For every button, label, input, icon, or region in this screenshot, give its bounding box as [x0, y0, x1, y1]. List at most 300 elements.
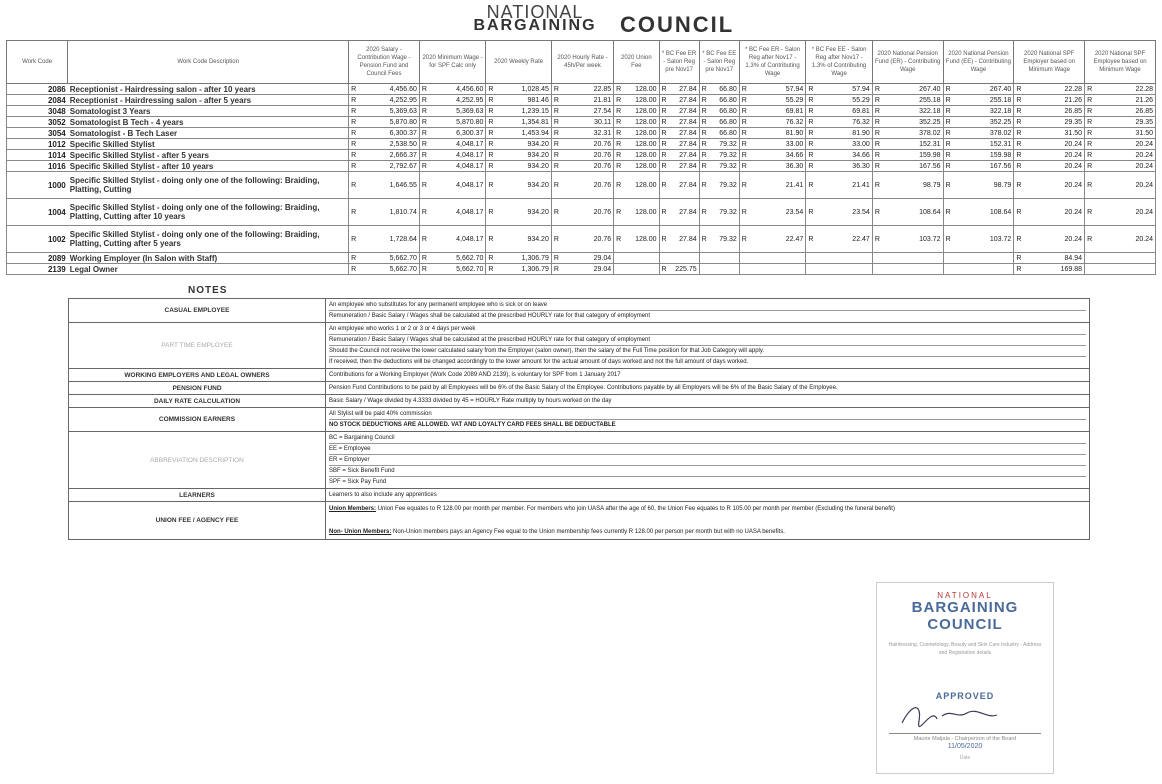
value-cell	[1096, 264, 1155, 275]
value-cell	[817, 264, 872, 275]
value-cell: 22.28	[1025, 84, 1084, 95]
currency-cell: R	[943, 139, 955, 150]
value-cell: 128.00	[625, 95, 659, 106]
value-cell: 84.94	[1025, 253, 1084, 264]
currency-cell: R	[699, 150, 711, 161]
value-cell: 31.50	[1096, 128, 1155, 139]
value-cell: 26.85	[1025, 106, 1084, 117]
currency-cell: R	[659, 84, 671, 95]
description-cell: Specific Skilled Stylist - doing only one of the following: Braiding, Platting, Cutting	[68, 172, 349, 199]
work-code-cell: 1002	[7, 226, 68, 253]
value-cell: 98.79	[884, 172, 943, 199]
currency-cell: R	[349, 199, 361, 226]
currency-cell: R	[419, 172, 431, 199]
description-cell: Somatologist 3 Years	[68, 106, 349, 117]
notes-label: COMMISSION EARNERS	[69, 408, 326, 432]
value-cell: 2,666.37	[360, 150, 419, 161]
value-cell: 29.04	[563, 264, 614, 275]
notes-row	[69, 432, 1090, 489]
currency-cell: R	[739, 95, 751, 106]
currency-cell: R	[872, 226, 884, 253]
currency-cell: R	[419, 199, 431, 226]
currency-cell	[943, 253, 955, 264]
currency-cell: R	[1014, 117, 1026, 128]
value-cell: 57.94	[751, 84, 806, 95]
currency-cell: R	[739, 172, 751, 199]
value-cell: 255.18	[955, 95, 1014, 106]
value-cell: 79.32	[711, 226, 740, 253]
value-cell: 22.85	[563, 84, 614, 95]
header-bc-fee-ee-after: * BC Fee EE - Salon Reg after Nov17 - 1.3% of Contributing Wage	[806, 41, 873, 84]
work-code-cell: 3054	[7, 128, 68, 139]
currency-cell: R	[419, 84, 431, 95]
value-cell: 34.66	[817, 150, 872, 161]
currency-cell: R	[614, 95, 626, 106]
value-cell: 22.28	[1096, 84, 1155, 95]
value-cell: 255.18	[884, 95, 943, 106]
currency-cell: R	[943, 161, 955, 172]
value-cell: 4,048.17	[431, 150, 486, 161]
currency-cell: R	[1014, 161, 1026, 172]
currency-cell: R	[419, 264, 431, 275]
notes-label: WORKING EMPLOYERS AND LEGAL OWNERS	[69, 369, 326, 382]
value-cell: 6,300.37	[360, 128, 419, 139]
value-cell: 20.24	[1025, 172, 1084, 199]
currency-cell: R	[419, 161, 431, 172]
value-cell: 27.84	[671, 84, 700, 95]
currency-cell: R	[551, 95, 563, 106]
notes-label: ABBREVIATION DESCRIPTION	[69, 432, 326, 489]
currency-cell: R	[614, 226, 626, 253]
stamp-council-name: BARGAINING COUNCIL	[911, 599, 1019, 633]
currency-cell: R	[806, 117, 818, 128]
table-row	[7, 172, 1156, 199]
currency-cell	[739, 253, 751, 264]
value-cell: 5,870.80	[360, 117, 419, 128]
currency-cell: R	[1085, 128, 1097, 139]
value-cell: 267.40	[955, 84, 1014, 95]
value-cell: 66.80	[711, 95, 740, 106]
value-cell: 267.40	[884, 84, 943, 95]
description-cell: Receptionist - Hairdressing salon - after 5 years	[68, 95, 349, 106]
notes-row	[69, 323, 1090, 369]
currency-cell: R	[551, 253, 563, 264]
notes-line: If received, then the deductions will be changed accordingly to the lower amount for the actual amount of days worked and not the full amount of days worked.	[329, 359, 749, 365]
value-cell: 36.30	[751, 161, 806, 172]
currency-cell: R	[659, 172, 671, 199]
currency-cell: R	[943, 226, 955, 253]
value-cell: 32.31	[563, 128, 614, 139]
value-cell: 20.24	[1096, 161, 1155, 172]
value-cell: 378.02	[955, 128, 1014, 139]
currency-cell: R	[551, 106, 563, 117]
currency-cell	[872, 253, 884, 264]
value-cell: 4,048.17	[431, 139, 486, 150]
notes-label: PENSION FUND	[69, 382, 326, 395]
notes-row	[69, 299, 1090, 323]
currency-cell: R	[486, 139, 498, 150]
notes-line: An employee who substitutes for any permanent employee who is sick or on leave	[329, 300, 1086, 311]
value-cell: 23.54	[817, 199, 872, 226]
currency-cell: R	[349, 172, 361, 199]
currency-cell: R	[806, 161, 818, 172]
currency-cell: R	[614, 84, 626, 95]
value-cell: 79.32	[711, 199, 740, 226]
notes-label: PART TIME EMPLOYEE	[69, 323, 326, 369]
currency-cell: R	[1085, 139, 1097, 150]
currency-cell: R	[872, 199, 884, 226]
value-cell: 4,048.17	[431, 172, 486, 199]
currency-cell: R	[1014, 199, 1026, 226]
value-cell: 20.24	[1025, 150, 1084, 161]
value-cell: 934.20	[498, 199, 552, 226]
value-cell: 1,453.94	[498, 128, 552, 139]
table-row	[7, 199, 1156, 226]
header-pension-ee: 2020 National Pension Fund (EE) - Contributing Wage	[943, 41, 1014, 84]
currency-cell: R	[872, 117, 884, 128]
notes-row-union-fee	[69, 502, 1090, 540]
currency-cell: R	[1085, 106, 1097, 117]
currency-cell: R	[551, 128, 563, 139]
description-cell: Specific Skilled Stylist - doing only one of the following: Braiding, Platting, Cutting after 10 years	[68, 199, 349, 226]
value-cell: 1,306.79	[498, 253, 552, 264]
currency-cell: R	[739, 161, 751, 172]
value-cell: 20.24	[1096, 172, 1155, 199]
approval-stamp	[876, 582, 1054, 774]
header-bc-fee-er-after: * BC Fee ER - Salon Reg after Nov17 - 1.3% of Contributing Wage	[739, 41, 806, 84]
value-cell: 27.84	[671, 161, 700, 172]
currency-cell: R	[659, 128, 671, 139]
header-bc-fee-ee-pre: * BC Fee EE - Salon Reg pre Nov17	[699, 41, 739, 84]
notes-title: NOTES	[188, 285, 228, 296]
stamp-approved: APPROVED	[935, 691, 995, 701]
currency-cell: R	[486, 117, 498, 128]
currency-cell: R	[943, 95, 955, 106]
stamp-date-label: Date	[959, 755, 971, 761]
value-cell: 57.94	[817, 84, 872, 95]
value-cell	[955, 253, 1014, 264]
value-cell: 981.46	[498, 95, 552, 106]
value-cell	[817, 253, 872, 264]
value-cell: 4,456.60	[360, 84, 419, 95]
currency-cell: R	[943, 106, 955, 117]
value-cell: 22.47	[817, 226, 872, 253]
work-code-cell: 2084	[7, 95, 68, 106]
value-cell: 128.00	[625, 139, 659, 150]
currency-cell: R	[349, 161, 361, 172]
value-cell: 5,662.70	[360, 253, 419, 264]
value-cell: 69.81	[751, 106, 806, 117]
value-cell: 1,028.45	[498, 84, 552, 95]
notes-line: Learners to also include any apprentices	[329, 492, 437, 498]
currency-cell: R	[349, 84, 361, 95]
currency-cell: R	[419, 128, 431, 139]
value-cell: 30.11	[563, 117, 614, 128]
description-cell: Receptionist - Hairdressing salon - after 10 years	[68, 84, 349, 95]
value-cell: 4,252.95	[360, 95, 419, 106]
value-cell: 5,369.63	[360, 106, 419, 117]
value-cell: 352.25	[955, 117, 1014, 128]
currency-cell: R	[1085, 84, 1097, 95]
value-cell: 81.90	[751, 128, 806, 139]
header-logo	[455, 2, 755, 37]
notes-content	[326, 382, 1090, 395]
value-cell: 128.00	[625, 226, 659, 253]
value-cell: 66.80	[711, 117, 740, 128]
value-cell: 29.35	[1096, 117, 1155, 128]
value-cell: 36.30	[817, 161, 872, 172]
value-cell: 69.81	[817, 106, 872, 117]
currency-cell: R	[739, 117, 751, 128]
currency-cell: R	[614, 150, 626, 161]
currency-cell: R	[1014, 150, 1026, 161]
header-minimum-wage: 2020 Minimum Wage - for SPF Calc only	[419, 41, 486, 84]
currency-cell: R	[806, 226, 818, 253]
description-cell: Specific Skilled Stylist - after 5 years	[68, 150, 349, 161]
wage-rates-table	[6, 40, 1156, 275]
work-code-cell: 1012	[7, 139, 68, 150]
value-cell: 128.00	[625, 199, 659, 226]
value-cell: 20.24	[1025, 199, 1084, 226]
currency-cell: R	[349, 226, 361, 253]
currency-cell: R	[943, 150, 955, 161]
logo-line-national: NATIONAL	[486, 2, 584, 22]
currency-cell: R	[659, 106, 671, 117]
value-cell: 98.79	[955, 172, 1014, 199]
value-cell: 76.32	[817, 117, 872, 128]
value-cell: 128.00	[625, 161, 659, 172]
currency-cell: R	[699, 226, 711, 253]
value-cell: 20.76	[563, 226, 614, 253]
currency-cell	[739, 264, 751, 275]
notes-content	[326, 369, 1090, 382]
currency-cell: R	[419, 139, 431, 150]
currency-cell: R	[806, 128, 818, 139]
currency-cell: R	[943, 199, 955, 226]
work-code-cell: 1016	[7, 161, 68, 172]
notes-line: All Stylist will be paid 40% commission	[329, 409, 1086, 420]
currency-cell: R	[551, 161, 563, 172]
currency-cell: R	[614, 106, 626, 117]
notes-line: BC = Bargaining Council	[329, 433, 1086, 444]
currency-cell	[943, 264, 955, 275]
value-cell: 128.00	[625, 106, 659, 117]
currency-cell: R	[1085, 150, 1097, 161]
value-cell: 5,662.70	[431, 264, 486, 275]
notes-row	[69, 395, 1090, 408]
value-cell: 167.56	[955, 161, 1014, 172]
currency-cell: R	[739, 199, 751, 226]
value-cell: 20.76	[563, 139, 614, 150]
work-code-cell: 2139	[7, 264, 68, 275]
header-work-code: Work Code	[7, 41, 68, 84]
notes-line: Should the Council not receive the lower calculated salary from the Employer (salon owner), then the salary of the Full Time position for that Job Category will apply.	[329, 346, 1086, 357]
currency-cell	[872, 264, 884, 275]
currency-cell: R	[659, 264, 671, 275]
currency-cell: R	[699, 172, 711, 199]
value-cell: 1,306.79	[498, 264, 552, 275]
value-cell: 1,646.55	[360, 172, 419, 199]
value-cell: 108.64	[884, 199, 943, 226]
notes-line: ER = Employer	[329, 455, 1086, 466]
description-cell: Somatologist - B Tech Laser	[68, 128, 349, 139]
value-cell	[955, 264, 1014, 275]
currency-cell: R	[872, 172, 884, 199]
currency-cell: R	[699, 139, 711, 150]
value-cell: 128.00	[625, 128, 659, 139]
value-cell: 128.00	[625, 117, 659, 128]
currency-cell: R	[614, 128, 626, 139]
table-row	[7, 117, 1156, 128]
value-cell: 103.72	[955, 226, 1014, 253]
value-cell: 79.32	[711, 161, 740, 172]
header-weekly-rate: 2020 Weekly Rate	[486, 41, 551, 84]
currency-cell: R	[659, 199, 671, 226]
currency-cell: R	[551, 172, 563, 199]
currency-cell	[699, 264, 711, 275]
currency-cell: R	[1014, 128, 1026, 139]
value-cell	[711, 253, 740, 264]
currency-cell: R	[659, 161, 671, 172]
currency-cell: R	[614, 172, 626, 199]
value-cell	[884, 264, 943, 275]
table-row	[7, 106, 1156, 117]
currency-cell: R	[1085, 226, 1097, 253]
work-code-cell: 2086	[7, 84, 68, 95]
notes-line: EE = Employee	[329, 444, 1086, 455]
logo-line-bargaining: BARGAINING	[473, 17, 597, 34]
currency-cell: R	[419, 106, 431, 117]
currency-cell: R	[659, 226, 671, 253]
description-cell: Specific Skilled Stylist - doing only one of the following: Braiding, Platting, Cutting after 5 years	[68, 226, 349, 253]
notes-line: SPF = Sick Pay Fund	[329, 479, 387, 485]
currency-cell: R	[659, 95, 671, 106]
currency-cell: R	[943, 84, 955, 95]
currency-cell: R	[551, 150, 563, 161]
value-cell: 20.76	[563, 172, 614, 199]
value-cell: 34.66	[751, 150, 806, 161]
value-cell: 128.00	[625, 84, 659, 95]
value-cell: 21.26	[1096, 95, 1155, 106]
value-cell: 21.41	[817, 172, 872, 199]
currency-cell	[1085, 264, 1097, 275]
notes-line: Pension Fund Contributions to be paid by all Employees will be 6% of the Basic Salary of the Employee. Contributions payable by all Employers will be 6% of the Basic Salary of the Employee.	[329, 385, 838, 391]
value-cell: 27.84	[671, 150, 700, 161]
currency-cell: R	[806, 139, 818, 150]
currency-cell: R	[806, 150, 818, 161]
signature-mark	[897, 701, 1037, 731]
currency-cell: R	[349, 95, 361, 106]
currency-cell: R	[739, 128, 751, 139]
value-cell: 167.56	[884, 161, 943, 172]
value-cell: 33.00	[817, 139, 872, 150]
currency-cell: R	[659, 139, 671, 150]
notes-row	[69, 382, 1090, 395]
value-cell	[625, 264, 659, 275]
work-code-cell: 1000	[7, 172, 68, 199]
value-cell: 31.50	[1025, 128, 1084, 139]
value-cell: 20.76	[563, 199, 614, 226]
notes-label: LEARNERS	[69, 489, 326, 502]
description-cell: Somatologist B Tech - 4 years	[68, 117, 349, 128]
currency-cell: R	[419, 117, 431, 128]
currency-cell: R	[349, 150, 361, 161]
table-row	[7, 161, 1156, 172]
table-header-row	[7, 41, 1156, 84]
currency-cell: R	[1014, 95, 1026, 106]
value-cell: 2,538.50	[360, 139, 419, 150]
table-row	[7, 95, 1156, 106]
currency-cell: R	[659, 150, 671, 161]
currency-cell: R	[486, 128, 498, 139]
work-code-cell: 2089	[7, 253, 68, 264]
value-cell: 79.32	[711, 150, 740, 161]
currency-cell: R	[486, 84, 498, 95]
currency-cell: R	[1085, 199, 1097, 226]
non-union-text: Non-Union members pays an Agency Fee equal to the Union membership fees currently R 128.00 per person per month but with no UASA benefits.	[391, 529, 785, 535]
value-cell: 20.24	[1025, 161, 1084, 172]
currency-cell	[806, 264, 818, 275]
currency-cell: R	[872, 161, 884, 172]
notes-row	[69, 369, 1090, 382]
currency-cell: R	[1014, 139, 1026, 150]
work-code-cell: 1014	[7, 150, 68, 161]
currency-cell: R	[699, 117, 711, 128]
notes-content	[326, 408, 1090, 432]
value-cell: 27.54	[563, 106, 614, 117]
value-cell: 108.64	[955, 199, 1014, 226]
value-cell: 29.04	[563, 253, 614, 264]
value-cell: 322.18	[884, 106, 943, 117]
value-cell: 4,456.60	[431, 84, 486, 95]
notes-table	[68, 298, 1090, 540]
currency-cell	[699, 253, 711, 264]
currency-cell: R	[349, 264, 361, 275]
currency-cell: R	[806, 84, 818, 95]
currency-cell: R	[486, 172, 498, 199]
currency-cell	[614, 253, 626, 264]
currency-cell	[806, 253, 818, 264]
value-cell: 1,810.74	[360, 199, 419, 226]
value-cell: 103.72	[884, 226, 943, 253]
non-union-label: Non- Union Members:	[329, 529, 392, 535]
currency-cell: R	[614, 199, 626, 226]
currency-cell: R	[872, 128, 884, 139]
value-cell: 76.32	[751, 117, 806, 128]
value-cell: 27.84	[671, 128, 700, 139]
currency-cell: R	[486, 106, 498, 117]
header-pension-er: 2020 National Pension Fund (ER) - Contributing Wage	[872, 41, 943, 84]
value-cell: 152.31	[955, 139, 1014, 150]
notes-row	[69, 408, 1090, 432]
union-members-text: Union Fee equates to R 128.00 per month per member. For members who join UASA after the age of 60, the Union Fee equates to R 105.00 per month per member (Excluding the funeral benefit)	[376, 506, 895, 512]
value-cell: 27.84	[671, 95, 700, 106]
value-cell: 27.84	[671, 226, 700, 253]
value-cell: 2,792.67	[360, 161, 419, 172]
currency-cell: R	[1014, 172, 1026, 199]
value-cell: 66.80	[711, 128, 740, 139]
notes-content	[326, 323, 1090, 369]
notes-label: DAILY RATE CALCULATION	[69, 395, 326, 408]
value-cell: 27.84	[671, 172, 700, 199]
currency-cell: R	[551, 264, 563, 275]
notes-content	[326, 299, 1090, 323]
description-cell: Legal Owner	[68, 264, 349, 275]
currency-cell: R	[806, 199, 818, 226]
currency-cell: R	[806, 106, 818, 117]
notes-line: An employee who works 1 or 2 or 3 or 4 days per week	[329, 324, 1086, 335]
currency-cell: R	[349, 253, 361, 264]
